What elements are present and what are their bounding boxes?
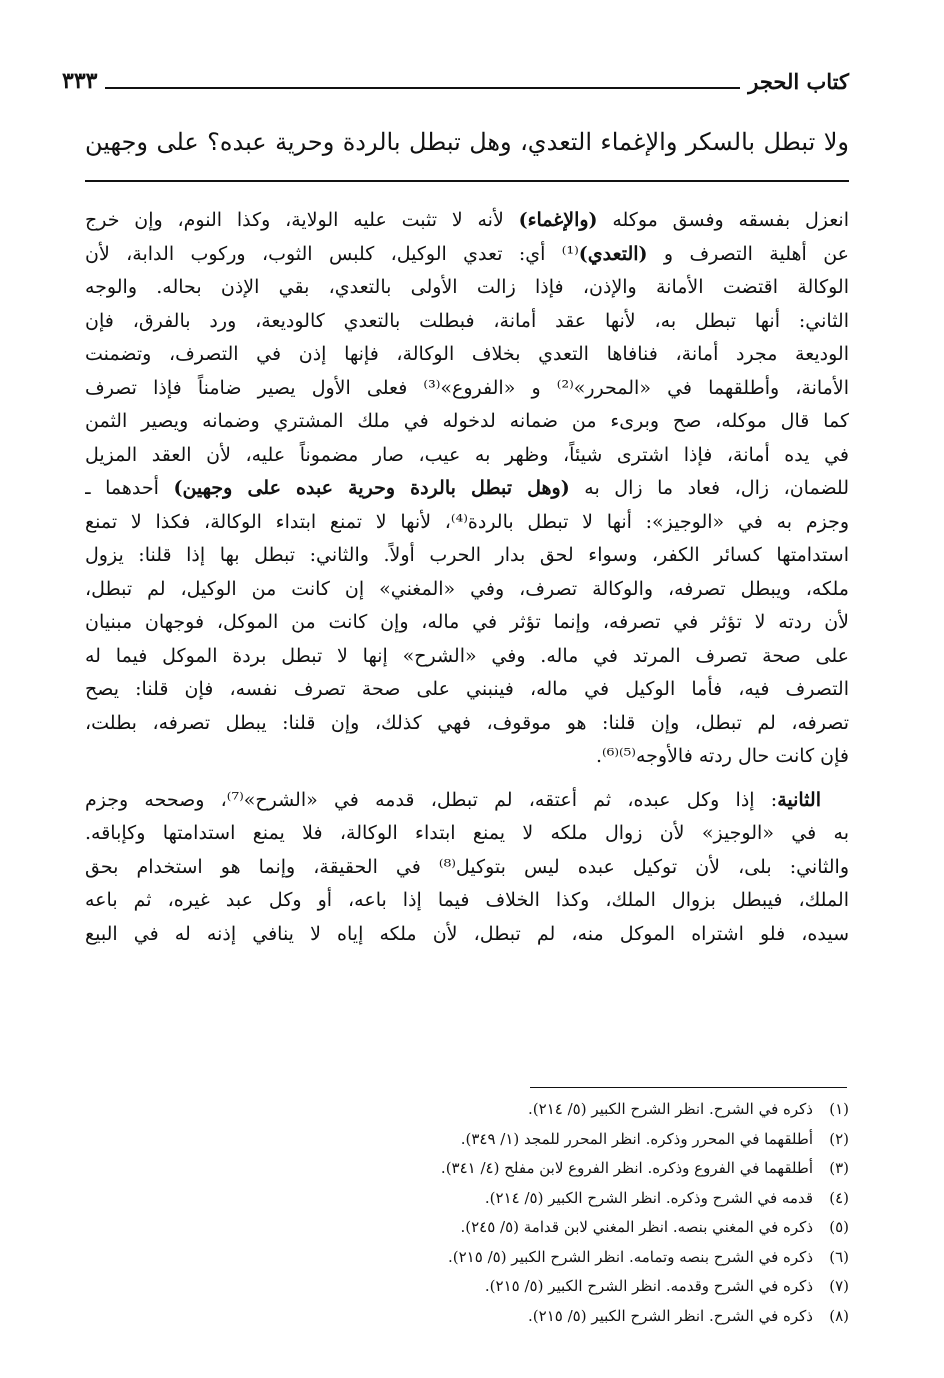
text-line: فإن كانت حال ردته فالأوجه⁽⁵⁾⁽⁶⁾. xyxy=(595,745,849,767)
section-keyword: الثانية xyxy=(777,788,821,811)
footnote-text: قدمه في الشرح وذكره. انظر الشرح الكبير (٥/ ٢١٤). xyxy=(484,1188,813,1207)
footnote-text: ذكره في المغني بنصه. انظر المغني لابن قدامة (٥/ ٢٤٥). xyxy=(460,1218,813,1236)
footnotes xyxy=(300,1095,849,1331)
text-line: ملكه، ويبطل تصرفه، والوكالة تصرف، وفي «المغني» إن كانت من الوكيل، لم تبطل، xyxy=(85,577,849,600)
footnote xyxy=(300,1213,849,1243)
footnote xyxy=(300,1095,849,1125)
quoted-matn: (وهل تبطل بالردة وحرية عبده على وجهين) xyxy=(173,477,570,499)
running-header xyxy=(62,62,849,92)
footnote xyxy=(300,1125,849,1155)
footnote-number: (١) xyxy=(829,1100,849,1118)
text-line: سيده، فلو اشتراه الموكل منه، لم تبطل، لأن ملكه إياه لا ينافي إذنه له في البيع xyxy=(85,922,849,945)
text-line: تصرفه، لم تبطل، وإن قلنا: هو موقوف، فهي كذلك، وإن قلنا: يبطل تصرفه، بطلت، xyxy=(85,711,849,734)
paragraph-1 xyxy=(85,204,849,774)
header-rule xyxy=(105,87,740,89)
text-line: الوكالة اقتضت الأمانة والإذن، فإذا زالت الأولى بالتعدي، بقي الإذن بحاله. والوجه xyxy=(85,276,849,298)
text-line: الثاني: أنها تبطل به، لأنها عقد أمانة، فبطلت بالتعدي كالوديعة، ورد بالفرق، فإن xyxy=(85,309,849,332)
footnote-text: ذكره في الشرح وقدمه. انظر الشرح الكبير (٥/ ٢١٥). xyxy=(484,1277,813,1295)
text-line: على صحة تصرف المرتد في ماله. وفي «الشرح» إنها لا تبطل بردة الموكل فيما له xyxy=(85,644,849,667)
footnote xyxy=(300,1272,849,1302)
footnote-text: أطلقهما في الفروع وذكره. انظر الفروع لابن مفلح (٤/ ٣٤١). xyxy=(440,1159,813,1177)
footnote xyxy=(300,1154,849,1184)
footnote-number: (٢) xyxy=(829,1129,849,1148)
footnote-number: (٨) xyxy=(829,1306,849,1325)
quoted-matn: (والإغماء) xyxy=(518,209,598,231)
text-line: التصرف فيه، فأما الوكيل في ماله، فينبني على صحة تصرف نفسه، فإن قلنا: يصح xyxy=(85,678,849,700)
text-line: وجزم به في «الوجيز»: أنها لا تبطل بالردة⁽⁴⁾، لأنها لا تمنع ابتداء الوكالة، فكذا لا تمنع xyxy=(85,510,849,533)
text-line: الوديعة مجرد أمانة، فنافاها التعدي بخلاف الوكالة، فإنها إذن في التصرف، وتضمنت xyxy=(85,343,849,365)
quoted-matn: (التعدي) xyxy=(578,242,648,265)
text-line: لأن ردته لا تؤثر في تصرفه، وإنما تؤثر في ماله، وإن كانت من الموكل، فوجهان مبنيان xyxy=(85,611,849,633)
footnote xyxy=(300,1302,849,1332)
paragraph-2 xyxy=(85,784,849,952)
footnote-divider xyxy=(530,1087,847,1088)
footnote xyxy=(300,1184,849,1214)
footnote-number: (٤) xyxy=(829,1188,849,1207)
footnote-text: ذكره في الشرح. انظر الشرح الكبير (٥/ ٢١٥). xyxy=(528,1306,813,1325)
footnote-text: أطلقهما في المحرر وذكره. انظر المحرر للمجد (١/ ٣٤٩). xyxy=(460,1129,813,1148)
footnote-number: (٦) xyxy=(829,1247,849,1266)
matn-text: ولا تبطل بالسكر والإغماء التعدي، وهل تبطل بالردة وحرية عبده؟ على وجهين xyxy=(85,128,849,156)
book-title: كتاب الحجر xyxy=(748,69,849,94)
text-line: عن أهلية التصرف و (التعدي)⁽¹⁾ أي: تعدي الوكيل، كلبس الثوب، وركوب الدابة، لأن xyxy=(85,242,849,265)
matn-divider xyxy=(85,180,849,182)
footnote-number: (٥) xyxy=(829,1218,849,1236)
footnote xyxy=(300,1243,849,1273)
text-line: الملك، فيبطل بزوال الملك، وكذا الخلاف فيما إذا باعه، أو وكل عبد غيره، ثم باعه xyxy=(85,889,849,911)
text-line: انعزل بفسقه وفسق موكله (والإغماء) لأنه لا تثبت عليه الولاية، وكذا النوم، وإن خرج xyxy=(85,209,849,231)
text-line: الثانية: إذا وكل عبده، ثم أعتقه، لم تبطل، قدمه في «الشرح»⁽⁷⁾، وصححه وجزم xyxy=(85,788,821,811)
text-line: في يده أمانة، فإذا اشترى شيئاً، وظهر به عيب، صار مضموناً عليه، لأن العقد المزيل xyxy=(85,443,849,466)
text-line: به في «الوجيز» لأن زوال ملكه لا يمنع ابتداء الوكالة، فلا يمنع استدامتها وكإباقه. xyxy=(85,822,849,844)
page-number: ٣٣٣ xyxy=(62,68,98,94)
text-line: استدامتها كسائر الكفر، وسواء لحق بدار الحرب أولاً. والثاني: تبطل بها إذا قلنا: يزول xyxy=(85,544,849,566)
footnote-number: (٧) xyxy=(829,1277,849,1295)
footnote-text: ذكره في الشرح بنصه وتمامه. انظر الشرح الكبير (٥/ ٢١٥). xyxy=(448,1247,813,1266)
footnote-text: ذكره في الشرح. انظر الشرح الكبير (٥/ ٢١٤). xyxy=(528,1100,813,1118)
commentary-body xyxy=(85,204,849,951)
text-line: والثاني: بلى، لأن توكيل عبده ليس بتوكيل⁽⁸⁾ في الحقيقة، وإنما هو استخدام بحق xyxy=(85,855,849,878)
text-line: الأمانة، وأطلقهما في «المحرر»⁽²⁾ و «الفروع»⁽³⁾ فعلى الأول يصير ضامناً فإذا تصرف xyxy=(85,376,849,399)
footnote-number: (٣) xyxy=(829,1159,849,1177)
text-line: للضمان، زال، فعاد ما زال به (وهل تبطل بالردة وحرية عبده على وجهين) أحدهما ـ xyxy=(85,477,849,499)
text-line: كما قال موكله، صح وبرىء من ضمانه لدخوله في ملك المشتري وضمانه ويصير الثمن xyxy=(85,410,849,432)
